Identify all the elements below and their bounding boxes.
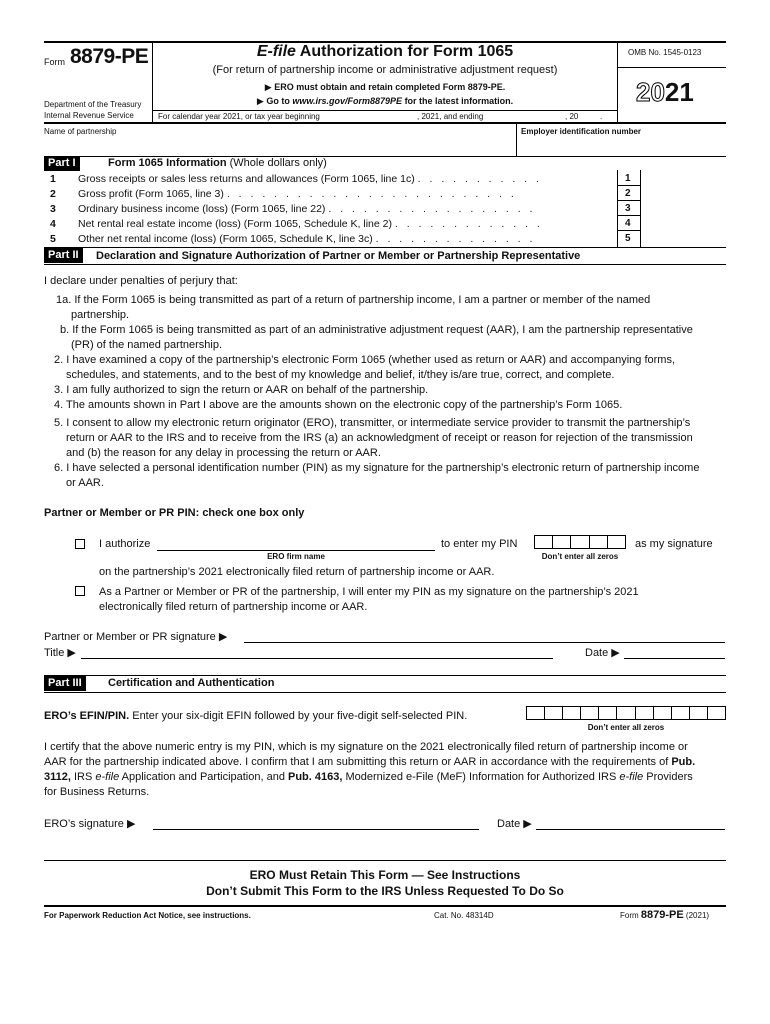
partner-date-label: Date ▶ (585, 647, 620, 659)
calendar-year-text: For calendar year 2021, or tax year beginning (158, 112, 320, 121)
on-return-text: on the partnership’s 2021 electronically filed return of partnership income or AAR. (99, 566, 495, 578)
part2-tag: Part II (44, 248, 83, 263)
title-label: Title ▶ (44, 647, 76, 659)
dont-submit-notice: Don’t Submit This Form to the IRS Unless Requested To Do So (206, 884, 564, 898)
dont-enter-zeros-note: Don’t enter all zeros (587, 723, 665, 732)
partnership-name-label: Name of partnership (44, 127, 117, 136)
partnership-name-field[interactable] (44, 137, 514, 154)
calendar-mid-text: , 2021, and ending (417, 112, 484, 121)
efile-word: E-file (256, 43, 296, 60)
omb-number: OMB No. 1545-0123 (628, 48, 702, 57)
form-subtitle: (For return of partnership income or administrative adjustment request) (212, 64, 558, 76)
ero-firm-name-field[interactable] (157, 536, 435, 550)
part1-title: Form 1065 Information (Whole dollars only) (108, 157, 327, 169)
line1-amount-field[interactable] (642, 171, 725, 184)
ero-date-label: Date ▶ (497, 818, 532, 830)
title-rest: Authorization for Form 1065 (295, 43, 514, 60)
partner-signature-field[interactable] (244, 628, 725, 642)
partner-pin-field[interactable] (534, 535, 626, 549)
part1-line: 2 Gross profit (Form 1065, line 3) . . . . . . . . . . . . . . . . . . . . . . . . . (50, 188, 517, 200)
ero-efin-pin-field[interactable] (526, 706, 726, 720)
line-box-number: 5 (625, 233, 631, 244)
dept-treasury: Department of the Treasury (44, 100, 142, 109)
ein-field[interactable] (520, 137, 724, 154)
dont-enter-zeros-note: Don’t enter all zeros (541, 552, 619, 561)
line-box-number: 3 (625, 203, 631, 214)
line-box-number: 4 (625, 218, 631, 229)
option2-text: As a Partner or Member or PR of the partnership, I will enter my PIN as my signature on the partnership’s 2021 electronically filed return of partnership income or AAR. (99, 586, 639, 613)
irs-url-link[interactable]: www.irs.gov/Form8879PE (292, 96, 403, 106)
line4-amount-field[interactable] (642, 216, 725, 229)
form-number: 8879-PE (70, 45, 149, 68)
declaration-text: I declare under penalties of perjury that: 1a. If the Form 1065 is being transmitted as part of a return of partnership income, I am a partner or member of the named partnership. b. If the Form 1065 is being transmitted as part of an administrative adjustment request (AAR), I am the partnership representative (PR) of the named partnership. 2. I have examined a copy of the partnership’s electronic Form 1065 (whether used as return or AAR) and accompanying forms, schedules, and statements, and to the best of my knowledge and belief, it/they is/are true, correct, and complete. 3. I am fully authorized to sign the return or AAR on behalf of the partnership. 4. The amounts shown in Part I above are the amounts shown on the electronic copy of the partnership’s Form 1065. 5. I consent to allow my electronic return originator (ERO), transmitter, or intermediate service provider to transmit the partnership’s return or AAR to the IRS and to receive from the IRS (a) an acknowledgment of receipt or reason for rejection of the transmission and (b) the reason for any delay in processing the return or AAR. 6. I have selected a personal identification number (PIN) as my signature for the partnership’s electronic return of partnership income or AAR. (44, 275, 700, 489)
certification-text: I certify that the above numeric entry is my PIN, which is my signature on the 2021 electronically filed return of partnership income or AAR for the partnership indicated above. I confirm that I am submitting this return or AAR in accordance with the requirements of Pub. 3112, IRS e-file Application and Participation, and Pub. 4163, Modernized e-File (MeF) Information for Authorized IRS e-file Providers for Business Returns. (44, 741, 696, 798)
pin-heading: Partner or Member or PR PIN: check one box only (44, 507, 305, 519)
ero-signature-label: ERO’s signature ▶ (44, 818, 136, 830)
self-enter-pin-checkbox[interactable] (75, 586, 85, 596)
part3-tag: Part III (44, 676, 86, 691)
calendar-end-text: , 20 (565, 112, 579, 121)
partner-date-field[interactable] (624, 644, 725, 658)
paperwork-notice: For Paperwork Reduction Act Notice, see instructions. (44, 911, 251, 920)
line2-amount-field[interactable] (642, 186, 725, 199)
part1-line: 5 Other net rental income (loss) (Form 1065, Schedule K, line 3c) . . . . . . . . . . . . . . (50, 233, 536, 245)
ein-label: Employer identification number (521, 127, 642, 136)
as-signature-text: as my signature (635, 538, 713, 550)
title-field[interactable] (81, 644, 553, 658)
part1-line: 3 Ordinary business income (loss) (Form 1065, line 22) . . . . . . . . . . . . . . . . . . (50, 203, 536, 215)
goto-instruction: ▶ Go to www.irs.gov/Form8879PE for the latest information. (256, 96, 514, 106)
footer-form-id: Form 8879-PE (2021) (620, 909, 710, 921)
partner-signature-label: Partner or Member or PR signature ▶ (44, 631, 228, 643)
efin-pin-instruction: ERO’s EFIN/PIN. Enter your six-digit EFIN followed by your five-digit self-selected PIN. (44, 710, 468, 722)
cat-number: Cat. No. 48314D (434, 911, 494, 920)
irs-label: Internal Revenue Service (44, 111, 134, 120)
part1-line: 1 Gross receipts or sales less returns and allowances (Form 1065, line 1c) . . . . . . . . . . . (50, 173, 542, 185)
ero-date-field[interactable] (536, 815, 725, 829)
i-authorize-text: I authorize (99, 538, 151, 550)
ero-firm-name-label: ERO firm name (267, 552, 325, 561)
authorize-ero-checkbox[interactable] (75, 539, 85, 549)
part1-line: 4 Net rental real estate income (loss) (Form 1065, Schedule K, line 2) . . . . . . . . . . . . . (50, 218, 543, 230)
part3-title: Certification and Authentication (108, 677, 275, 689)
form-label: Form (44, 57, 65, 67)
calendar-period: . (600, 112, 603, 121)
form-title (155, 43, 615, 61)
part1-tag: Part I (44, 156, 80, 171)
line-box-number: 2 (625, 188, 631, 199)
part2-title: Declaration and Signature Authorization of Partner or Member or Partnership Representative (96, 250, 581, 262)
to-enter-pin-text: to enter my PIN (441, 538, 518, 550)
line-box-number: 1 (625, 173, 631, 184)
tax-year: 2021 (636, 77, 694, 107)
line3-amount-field[interactable] (642, 201, 725, 214)
line5-amount-field[interactable] (642, 231, 725, 244)
ero-signature-field[interactable] (153, 815, 479, 829)
ero-retain-notice: ERO Must Retain This Form — See Instructions (249, 868, 521, 882)
ero-retain-instruction: ▶ ERO must obtain and retain completed Form 8879-PE. (264, 82, 506, 92)
